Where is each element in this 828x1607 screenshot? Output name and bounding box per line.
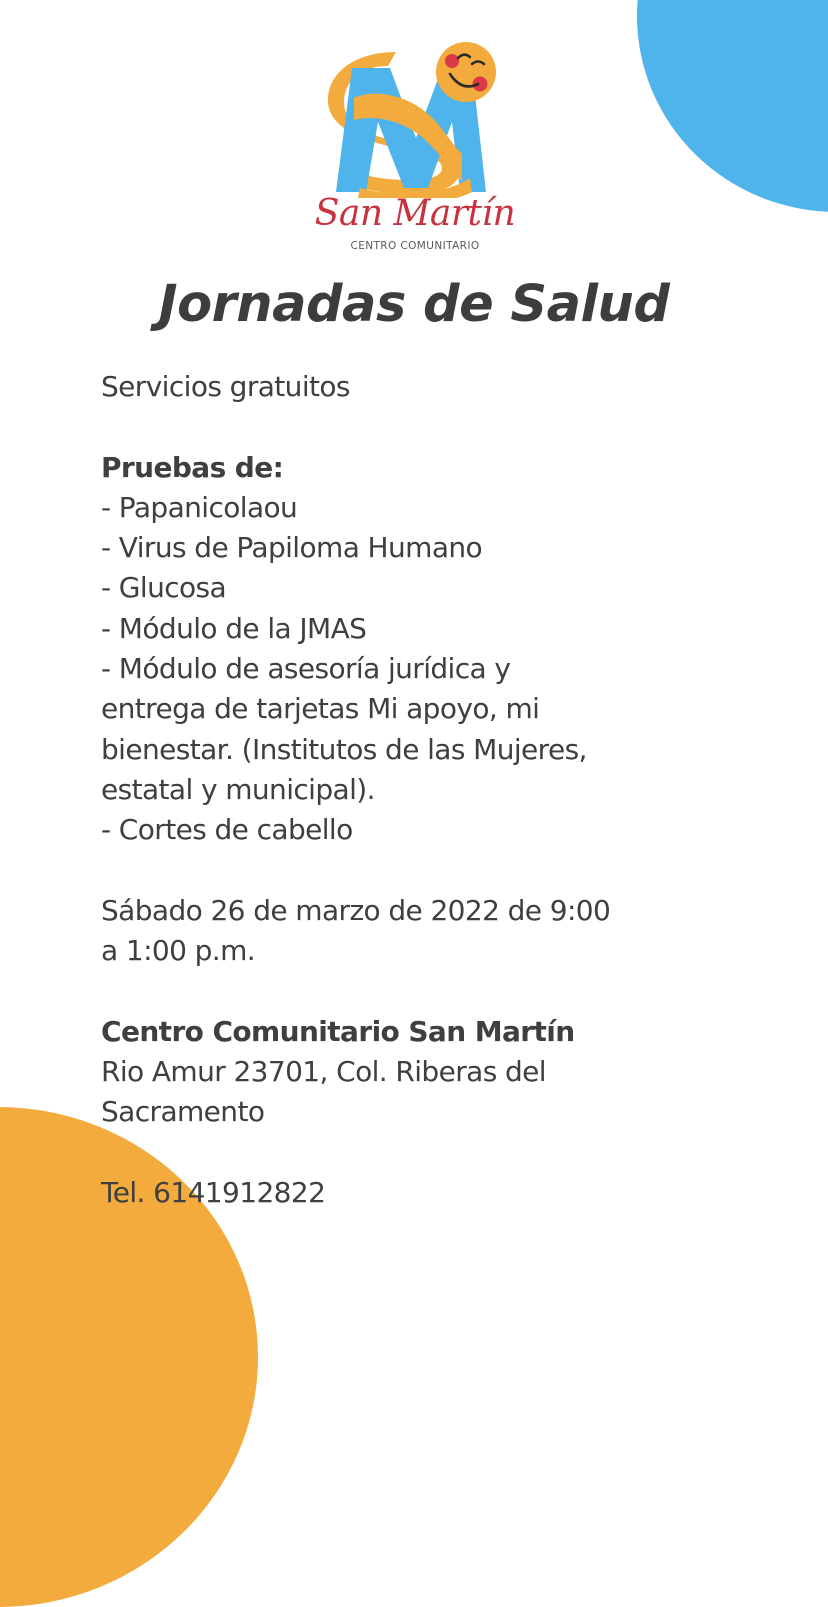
venue-address-line: Rio Amur 23701, Col. Riberas del: [101, 1055, 546, 1089]
list-item-line: estatal y municipal).: [101, 772, 375, 806]
flyer-body: [101, 367, 781, 1213]
list-item: - Virus de Papiloma Humano: [101, 531, 483, 565]
phone-number: Tel. 6141912822: [101, 1175, 326, 1209]
venue-address-line: Sacramento: [101, 1095, 265, 1129]
list-item: - Glucosa: [101, 571, 227, 605]
spacer: [101, 851, 781, 891]
logo-script-text: San Martín: [314, 193, 516, 234]
list-item: - Papanicolaou: [101, 490, 298, 524]
list-item-line: entrega de tarjetas Mi apoyo, mi: [101, 692, 540, 726]
tests-heading: Pruebas de:: [101, 450, 284, 484]
spacer: [101, 1133, 781, 1173]
list-item-line: - Módulo de asesoría jurídica y: [101, 652, 511, 686]
logo: [300, 38, 530, 260]
blue-circle-decoration: [637, 0, 828, 212]
schedule-line: Sábado 26 de marzo de 2022 de 9:00: [101, 893, 611, 927]
schedule-line: a 1:00 p.m.: [101, 934, 256, 968]
list-item-line: bienestar. (Institutos de las Mujeres,: [101, 732, 587, 766]
intro-text: Servicios gratuitos: [101, 370, 350, 403]
list-item: - Cortes de cabello: [101, 813, 353, 847]
list-item: - Módulo de la JMAS: [101, 611, 367, 645]
logo-subtitle: CENTRO COMUNITARIO: [350, 240, 480, 252]
spacer: [101, 407, 781, 447]
venue-name: Centro Comunitario San Martín: [101, 1014, 575, 1048]
logo-mark-icon: [300, 38, 530, 198]
page-title: Jornadas de Salud: [158, 275, 670, 334]
spacer: [101, 971, 781, 1011]
